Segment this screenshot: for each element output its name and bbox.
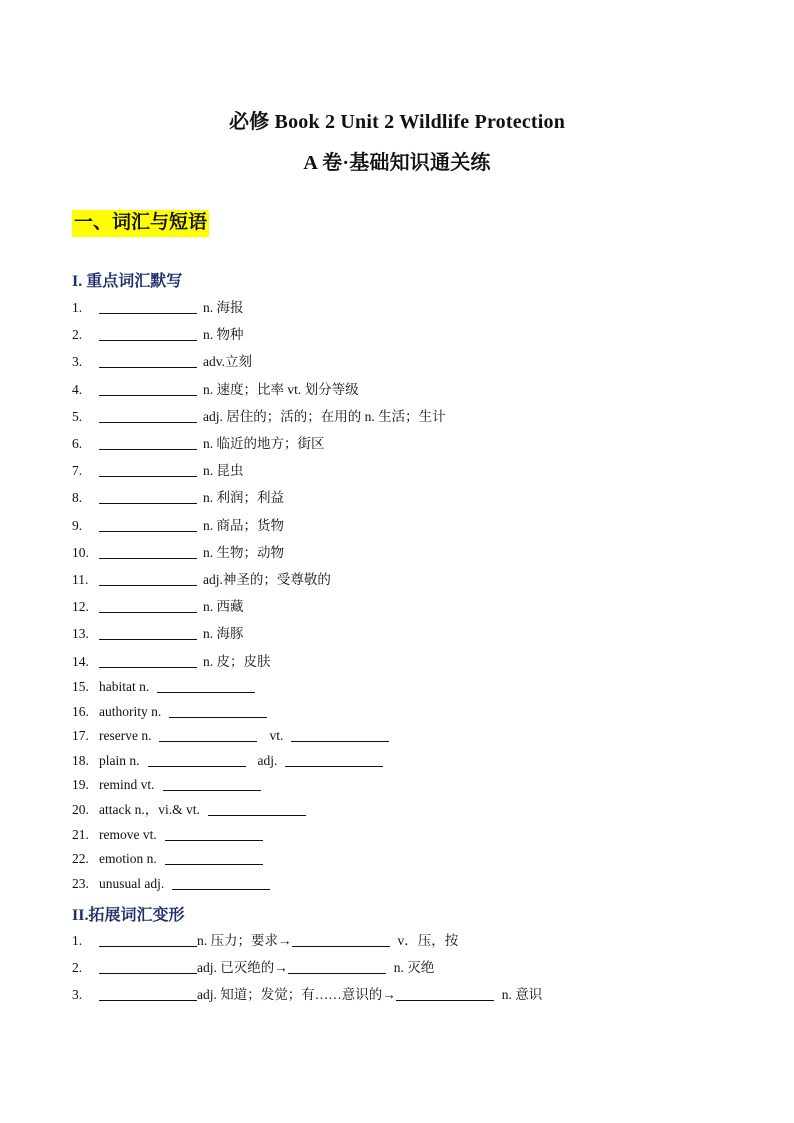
list-item	[72, 570, 331, 590]
list-item	[72, 352, 252, 372]
answer-blank	[99, 653, 197, 668]
list-item	[72, 407, 446, 427]
item-definition: n. 临近的地方；街区	[203, 436, 325, 451]
item-definition: n. 物种	[203, 327, 244, 343]
item-definition: n. 速度；比率 vt. 划分等级	[203, 381, 359, 397]
answer-blank	[99, 462, 197, 477]
list-item	[72, 849, 263, 869]
list-item	[72, 543, 284, 563]
item-word: plain n.	[99, 752, 140, 768]
answer-blank	[172, 875, 270, 890]
list-item	[72, 677, 255, 697]
item-number: 22.	[72, 851, 89, 867]
answer-blank	[291, 727, 389, 742]
answer-blank	[165, 826, 263, 841]
answer-blank	[165, 850, 263, 865]
answer-blank	[285, 752, 383, 767]
item-pos: adj.	[257, 752, 278, 768]
item-definition-2: v．压，按	[397, 933, 459, 948]
list-item	[72, 325, 244, 345]
item-number: 16.	[72, 703, 89, 719]
list-item	[72, 702, 267, 722]
item-number: 5.	[72, 408, 83, 424]
list-item	[72, 380, 359, 400]
item-number: 3.	[72, 354, 83, 370]
answer-blank	[159, 727, 257, 742]
item-number: 12.	[72, 599, 89, 615]
answer-blank	[99, 625, 197, 640]
answer-blank	[99, 353, 197, 368]
item-number: 15.	[72, 679, 89, 694]
answer-blank	[99, 571, 197, 586]
item-word: attack n.，vi.& vt.	[99, 802, 200, 817]
item-word: remove vt.	[99, 826, 157, 842]
list-item	[72, 775, 261, 795]
item-number: 13.	[72, 626, 89, 642]
list-item	[72, 597, 244, 617]
item-definition: n. 海豚	[203, 626, 244, 642]
answer-blank	[292, 932, 390, 947]
item-definition: n. 利润；利益	[203, 490, 284, 506]
item-number: 17.	[72, 728, 89, 744]
answer-blank	[99, 435, 197, 450]
item-number: 8.	[72, 490, 83, 506]
item-number: 21.	[72, 826, 89, 842]
answer-blank	[99, 959, 197, 974]
item-definition-2: n. 灭绝	[393, 960, 435, 975]
item-pos: vt.	[269, 728, 284, 744]
list-item	[72, 726, 389, 746]
item-number: 18.	[72, 752, 89, 768]
list-item	[72, 652, 271, 672]
item-word: emotion n.	[99, 851, 157, 867]
list-item	[72, 825, 263, 845]
answer-blank	[99, 598, 197, 613]
list-item	[72, 488, 284, 508]
item-number: 20.	[72, 802, 89, 817]
answer-blank	[99, 408, 197, 423]
answer-blank	[288, 959, 386, 974]
list-item	[72, 874, 270, 894]
answer-blank	[99, 299, 197, 314]
list-item	[72, 298, 244, 318]
list-item	[72, 624, 244, 644]
item-word: reserve n.	[99, 728, 152, 744]
item-number: 9.	[72, 517, 83, 533]
page-title: 必修 Book 2 Unit 2 Wildlife Protection	[228, 111, 566, 133]
item-number: 23.	[72, 875, 89, 891]
item-number: 6.	[72, 436, 83, 451]
item-number: 11.	[72, 572, 89, 587]
page-subtitle: A 卷·基础知识通关练	[303, 152, 491, 174]
list-item	[72, 434, 325, 454]
item-number: 3.	[72, 987, 83, 1002]
item-definition-2: n. 意识	[501, 987, 543, 1002]
list-item	[72, 958, 434, 978]
item-definition: n. 海报	[203, 300, 244, 315]
item-definition: adj.神圣的；受尊敬的	[203, 572, 331, 587]
list-item	[72, 800, 306, 820]
part2-heading: II.拓展词汇变形	[72, 907, 185, 924]
item-word: authority n.	[99, 703, 162, 719]
item-word: habitat n.	[99, 679, 150, 694]
item-number: 2.	[72, 960, 83, 975]
list-item	[72, 985, 542, 1005]
answer-blank	[396, 986, 494, 1001]
answer-blank	[99, 489, 197, 504]
item-number: 19.	[72, 777, 89, 793]
item-word: unusual adj.	[99, 875, 165, 891]
answer-blank	[99, 544, 197, 559]
list-item	[72, 751, 383, 771]
answer-blank	[99, 381, 197, 396]
item-number: 2.	[72, 327, 83, 343]
item-definition: n. 商品；货物	[203, 517, 284, 533]
answer-blank	[169, 703, 267, 718]
part1-heading: I. 重点词汇默写	[72, 273, 183, 290]
answer-blank	[99, 517, 197, 532]
answer-blank	[208, 801, 306, 816]
item-definition: adj. 知道；发觉；有……意识的→	[197, 987, 396, 1002]
answer-blank	[99, 326, 197, 341]
answer-blank	[148, 752, 246, 767]
item-number: 14.	[72, 653, 89, 669]
item-definition: adj. 已灭绝的→	[197, 960, 288, 975]
item-definition: n. 皮；皮肤	[203, 653, 271, 669]
list-item	[72, 461, 244, 481]
answer-blank	[157, 678, 255, 693]
item-word: remind vt.	[99, 777, 155, 793]
item-definition: n. 昆虫	[203, 463, 244, 479]
section-heading: 一、词汇与短语	[72, 210, 209, 237]
item-number: 10.	[72, 544, 89, 560]
answer-blank	[163, 776, 261, 791]
item-number: 1.	[72, 933, 83, 948]
item-definition: adj. 居住的；活的；在用的 n. 生活；生计	[203, 408, 446, 424]
item-definition: n. 西藏	[203, 599, 244, 615]
item-definition: adv.立刻	[203, 354, 252, 370]
answer-blank	[99, 986, 197, 1001]
list-item	[72, 931, 458, 951]
item-number: 7.	[72, 463, 83, 479]
item-number: 1.	[72, 300, 83, 315]
answer-blank	[99, 932, 197, 947]
item-number: 4.	[72, 381, 83, 397]
list-item	[72, 516, 284, 536]
item-definition: n. 生物；动物	[203, 544, 284, 560]
item-definition: n. 压力；要求→	[197, 933, 292, 948]
